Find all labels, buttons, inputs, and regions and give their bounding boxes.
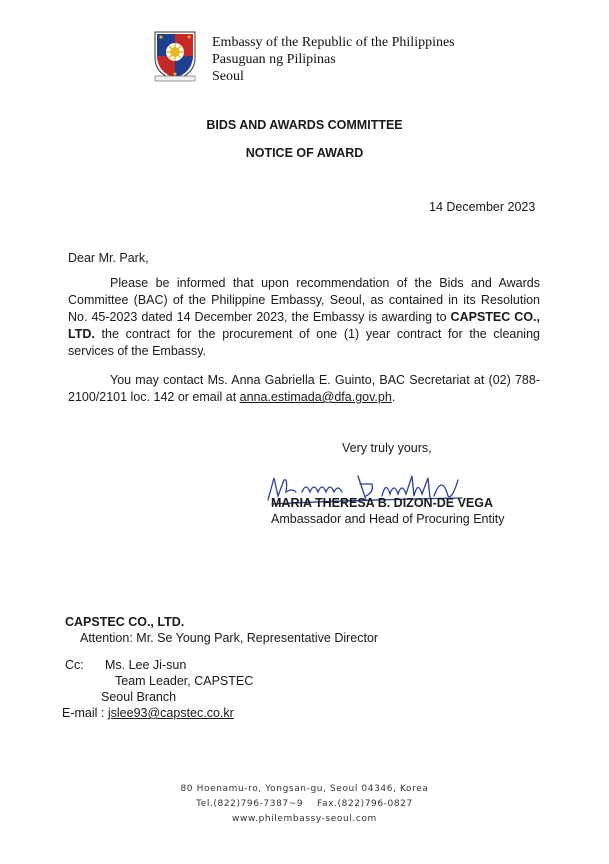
footer-website[interactable]: www.philembassy-seoul.com [232, 814, 377, 824]
recipient-company: CAPSTEC CO., LTD. [65, 615, 185, 629]
cc-name: Ms. Lee Ji-sun [105, 658, 187, 672]
philippine-seal-icon [150, 28, 200, 82]
signatory-title: Ambassador and Head of Procuring Entity [271, 512, 505, 526]
letterhead-line-3: Seoul [212, 69, 244, 84]
notice-heading: NOTICE OF AWARD [245, 146, 364, 160]
recipient-attention: Attention: Mr. Se Young Park, Representative Director [80, 631, 379, 645]
cc-email-row [62, 705, 234, 722]
embassy-seal [150, 28, 200, 82]
cc-email-label: E-mail : [62, 706, 105, 720]
closing: Very truly yours, [342, 441, 432, 455]
awarded-company: CAPSTEC CO., LTD. [68, 310, 540, 341]
body-paragraph-1: Please be informed that upon recommendation of the Bids and Awards Committee (BAC) of the Philippine Embassy, Seoul, as contained in its Resolution No. 45-2023 dated 14 December 2023, the Embassy is awarding to CAPSTEC CO., LTD. the contract for the procurement of one (1) year contract for the cleaning services of the Embassy. [68, 276, 540, 358]
salutation: Dear Mr. Park, [68, 251, 149, 265]
committee-heading: BIDS AND AWARDS COMMITTEE [206, 118, 403, 132]
cc-branch: Seoul Branch [101, 690, 177, 704]
body-paragraph-2: You may contact Ms. Anna Gabriella E. Guinto, BAC Secretariat at (02) 788-2100/2101 loc. 142 or email at anna.estimada@dfa.gov.ph. [68, 373, 540, 404]
cc-label: Cc: [65, 658, 84, 672]
footer-phone: Tel.(822)796-7387~9 Fax.(822)796-0827 [196, 799, 413, 809]
cc-email-link[interactable]: jslee93@capstec.co.kr [107, 706, 234, 720]
letterhead-line-2: Pasuguan ng Pilipinas [212, 52, 336, 67]
contact-email-link[interactable]: anna.estimada@dfa.gov.ph [239, 390, 392, 404]
signatory-name: MARIA THERESA B. DIZON-DE VEGA [271, 496, 493, 510]
letterhead-line-1: Embassy of the Republic of the Philippines [212, 35, 455, 50]
letter-date: 14 December 2023 [429, 200, 536, 214]
footer-address: 80 Hoenamu-ro, Yongsan-gu, Seoul 04346, Korea [180, 784, 429, 794]
cc-role: Team Leader, CAPSTEC [115, 674, 254, 688]
